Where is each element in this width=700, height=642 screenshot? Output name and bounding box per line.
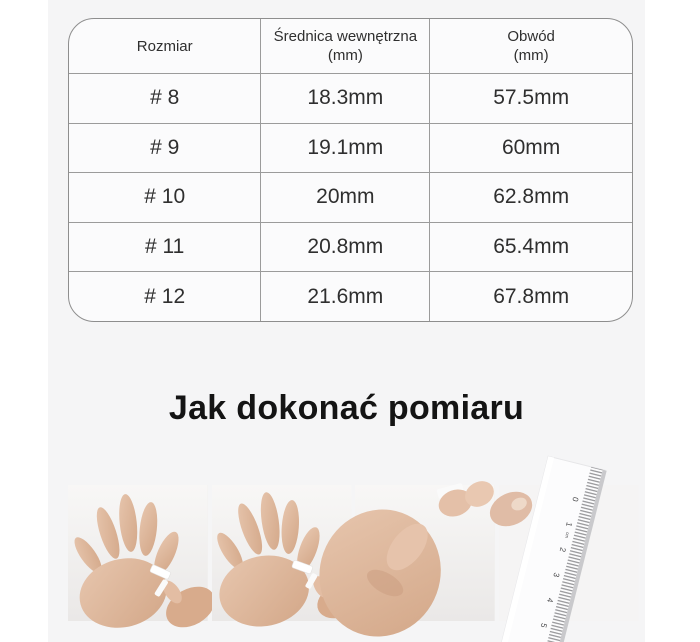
circumference-value: 62.8mm	[493, 185, 570, 209]
table-row	[69, 172, 260, 222]
measurement-steps-photos	[68, 485, 638, 629]
table-row	[69, 222, 260, 272]
photo-step-4-measure-ruler	[499, 485, 639, 629]
ruler-number: 3	[550, 571, 561, 579]
diameter-value: 20.8mm	[307, 235, 384, 259]
table-row	[69, 123, 260, 173]
header-unit: (mm)	[327, 47, 363, 64]
content-panel	[48, 0, 645, 642]
table-row	[260, 222, 429, 272]
ruler-number: 0	[569, 495, 580, 503]
diameter-value: 20mm	[316, 185, 375, 209]
size-value: # 11	[145, 235, 185, 259]
table-row	[429, 271, 632, 321]
fingers-pinching-strip-illustration	[355, 485, 495, 621]
ruler-unit-label: cm	[563, 531, 570, 539]
diameter-value: 19.1mm	[307, 135, 384, 159]
table-row	[260, 123, 429, 173]
size-value: # 8	[150, 86, 180, 110]
diameter-value: 18.3mm	[307, 86, 384, 110]
circumference-value: 65.4mm	[493, 235, 570, 259]
size-value: # 12	[144, 284, 186, 308]
section-heading: Jak dokonać pomiaru	[168, 389, 525, 427]
table-header-circumference	[429, 19, 632, 73]
size-value: # 9	[150, 135, 180, 159]
ruler-number: 4	[544, 596, 555, 604]
ruler-measuring-illustration	[499, 485, 639, 629]
table-row	[429, 73, 632, 123]
header-label: Średnica wewnętrzna	[273, 28, 418, 45]
ruler-number: 2	[557, 546, 568, 553]
circumference-value: 57.5mm	[493, 86, 570, 110]
ring-size-table	[68, 18, 633, 322]
header-label: Rozmiar	[136, 37, 193, 55]
photo-step-1-wrap-strip	[68, 485, 208, 621]
table-row	[69, 73, 260, 123]
table-row	[429, 222, 632, 272]
table-header-size	[69, 19, 260, 73]
header-label: Obwód	[507, 28, 555, 45]
table-row	[69, 271, 260, 321]
table-row	[429, 172, 632, 222]
circumference-value: 60mm	[501, 135, 561, 159]
table-header-inner-diameter	[260, 19, 429, 73]
ruler-number: 5	[538, 622, 549, 629]
size-value: # 10	[144, 185, 186, 209]
table-row	[429, 123, 632, 173]
photo-step-3-pinch-mark	[355, 485, 495, 621]
table-row	[260, 172, 429, 222]
diameter-value: 21.6mm	[307, 284, 384, 308]
hand-with-strip-illustration	[68, 485, 208, 621]
ruler-number: 1	[563, 521, 574, 528]
table-row	[260, 73, 429, 123]
header-unit: (mm)	[513, 47, 549, 64]
table-row	[260, 271, 429, 321]
circumference-value: 67.8mm	[493, 284, 570, 308]
